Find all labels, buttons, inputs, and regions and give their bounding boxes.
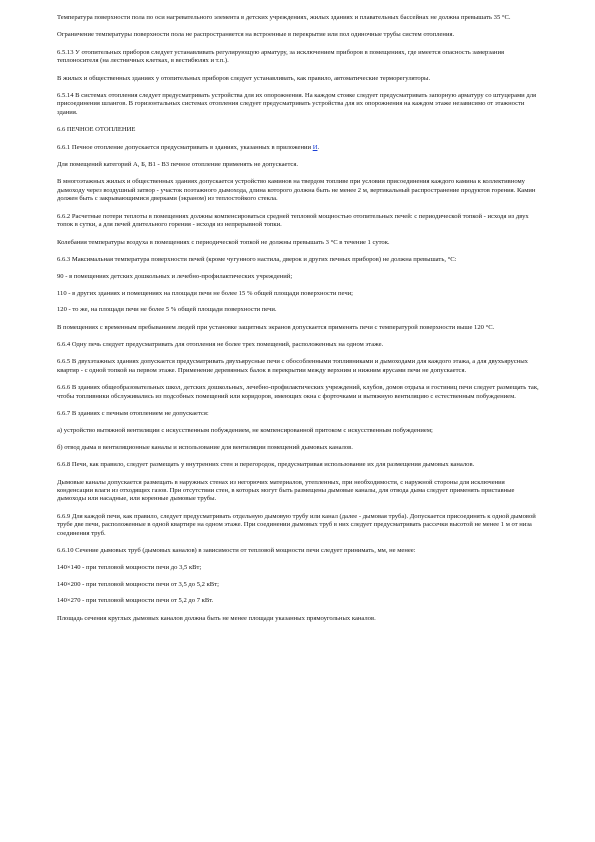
clause-6-6-1-text: 6.6.1 Печное отопление допускается предусматривать в зданиях, указанных в приложении (57, 143, 313, 151)
clause-6-6-8: 6.6.8 Печи, как правило, следует размещать у внутренних стен и перегородок, предусматривая использование их для размещения дымовых каналов. (57, 461, 475, 469)
paragraph-floor-limit: Ограничение температуры поверхности пола не распространяется на встроенные в перекрытие или пол одиночные трубы систем отопления. (57, 31, 455, 39)
paragraph-floor-temperature: Температура поверхности пола по оси нагревательного элемента в детских учреждениях, жилых зданиях и плавательных бассейнах не должна превышать 35 °С. (57, 14, 511, 21)
clause-6-6-2: 6.6.2 Расчетные потери теплоты в помещениях должны компенсироваться средней тепловой мощностью отопительных печей: с периодической топкой - исходя из двух топок в сутки, а для печей длительного горения - исходя из непрерывной топки. (57, 212, 529, 229)
clause-6-6-6: 6.6.6 В зданиях общеобразовательных школ, детских дошкольных, лечебно-профилактических учреждений, клубов, домов отдыха и гостиниц печи следует размещать так, чтобы топливники обслуживались из подсобных помещений или коридоров, имеющих окна с форточками и вытяжную вентиляцию с естественным побуждением. (57, 384, 539, 400)
list-item-110: 110 - в других зданиях и помещениях на площади печи не более 15 % общей площади поверхности печи; (57, 289, 353, 297)
list-item-b: б) отвод дыма в вентиляционные каналы и использование для вентиляции помещений дымовых каналов. (57, 443, 353, 451)
paragraph-temporary-stay: В помещениях с временным пребыванием людей при установке защитных экранов допускается применять печи с температурой поверхности выше 120 °С. (57, 323, 495, 331)
clause-6-6-5: 6.6.5 В двухэтажных зданиях допускается предусматривать двухъярусные печи с обособленными топливниками и дымоходами для каждого этажа, а для двухъярусных квартир - с одной топкой на первом этаже. Применение деревянных балок в перекрытии между верхним и нижним ярусами печи не допускается. (57, 358, 528, 374)
clause-6-6-10: 6.6.10 Сечение дымовых труб (дымовых каналов) в зависимости от тепловой мощности печи следует принимать, мм, не менее: (57, 547, 416, 555)
clause-6-6-1-end: . (317, 143, 320, 151)
list-item-a: а) устройство вытяжной вентиляции с искусственным побуждением, не компенсированной притоком с искусственным побуждением; (57, 427, 433, 435)
list-item-140x270: 140×270 - при тепловой мощности печи от 5,2 до 7 кВт. (57, 597, 214, 605)
list-item-140x200: 140×200 - при тепловой мощности печи от 3,5 до 5,2 кВт; (57, 580, 219, 588)
clause-6-6-3: 6.6.3 Максимальная температура поверхности печей (кроме чугунного настила, дверок и других печных приборов) не должна превышать, °С: (57, 255, 457, 263)
section-heading-6-6: 6.6 ПЕЧНОЕ ОТОПЛЕНИЕ (57, 126, 136, 134)
clause-6-5-13: 6.5.13 У отопительных приборов следует устанавливать регулирующую арматуру, за исключением приборов в помещениях, где имеется опасность замерзания теплоносителя (на лестничных клетках, в вестибюлях и т.п.). (57, 48, 505, 65)
list-item-90: 90 - в помещениях детских дошкольных и лечебно-профилактических учреждений; (57, 273, 293, 281)
paragraph-flue-channels: Дымовые каналы допускается размещать в наружных стенах из негорючих материалов, утепленных, при необходимости, с наружной стороны для исключения конденсации влаги из отходящих газов. При отсутствии стен, в которых могут быть размещены дымовые каналы, для отвода дыма следует применять приставные дымоходы или насадные, или коренные дымовые трубы. (57, 478, 515, 503)
appendix-link[interactable]: И (312, 143, 318, 151)
clause-6-6-1 (57, 144, 541, 152)
list-item-140x140: 140×140 - при тепловой мощности печи до 3,5 кВт; (57, 564, 202, 572)
clause-6-6-9: 6.6.9 Для каждой печи, как правило, следует предусматривать отдельную дымовую трубу или канал (далее - дымовая труба). Допускается присоединять к одной дымовой трубе две печи, расположенные в одной квартире на одном этаже. При соединении дымовых труб в них следует предусматривать рассечки высотой не менее 1 м от низа соединения труб. (57, 512, 536, 537)
document-page (57, 14, 541, 632)
paragraph-temp-fluctuation: Колебания температуры воздуха в помещениях с периодической топкой не должны превышать 3 °С в течение 1 суток. (57, 238, 390, 246)
clause-6-6-4: 6.6.4 Одну печь следует предусматривать для отопления не более трех помещений, расположенных на одном этаже. (57, 340, 384, 348)
paragraph-round-channels: Площадь сечения круглых дымовых каналов должна быть не менее площади указанных прямоугольных каналов. (57, 614, 376, 622)
clause-6-6-7: 6.6.7 В зданиях с печным отоплением не допускается: (57, 409, 209, 417)
paragraph-fireplaces: В многоэтажных жилых и общественных зданиях допускается устройство каминов на твердом топливе при условии присоединения каждого камина к коллективному дымоходу через воздушный затвор - участок поэтажного дымохода, длина которого должна быть не менее 2 м, вертикальный распространение продуктов горения. Камин должен быть с закрывающимися дверками (экраном) из теплостойкого стекла. (57, 178, 536, 203)
clause-6-5-14: 6.5.14 В системах отопления следует предусматривать устройства для их опорожнения. На каждом стояке следует предусматривать запорную арматуру со штуцерами для присоединения шлангов. В горизонтальных системах отопления следует предусматривать устройства для их опорожнения на каждом этаже независимо от этажности здания. (57, 92, 537, 116)
paragraph-categories: Для помещений категорий А, Б, В1 - В3 печное отопление применять не допускается. (57, 161, 299, 169)
list-item-120: 120 - то же, на площади печи не более 5 % общей площади поверхности печи. (57, 306, 277, 314)
paragraph-thermostats: В жилых и общественных зданиях у отопительных приборов следует устанавливать, как правило, автоматические терморегуляторы. (57, 74, 431, 82)
